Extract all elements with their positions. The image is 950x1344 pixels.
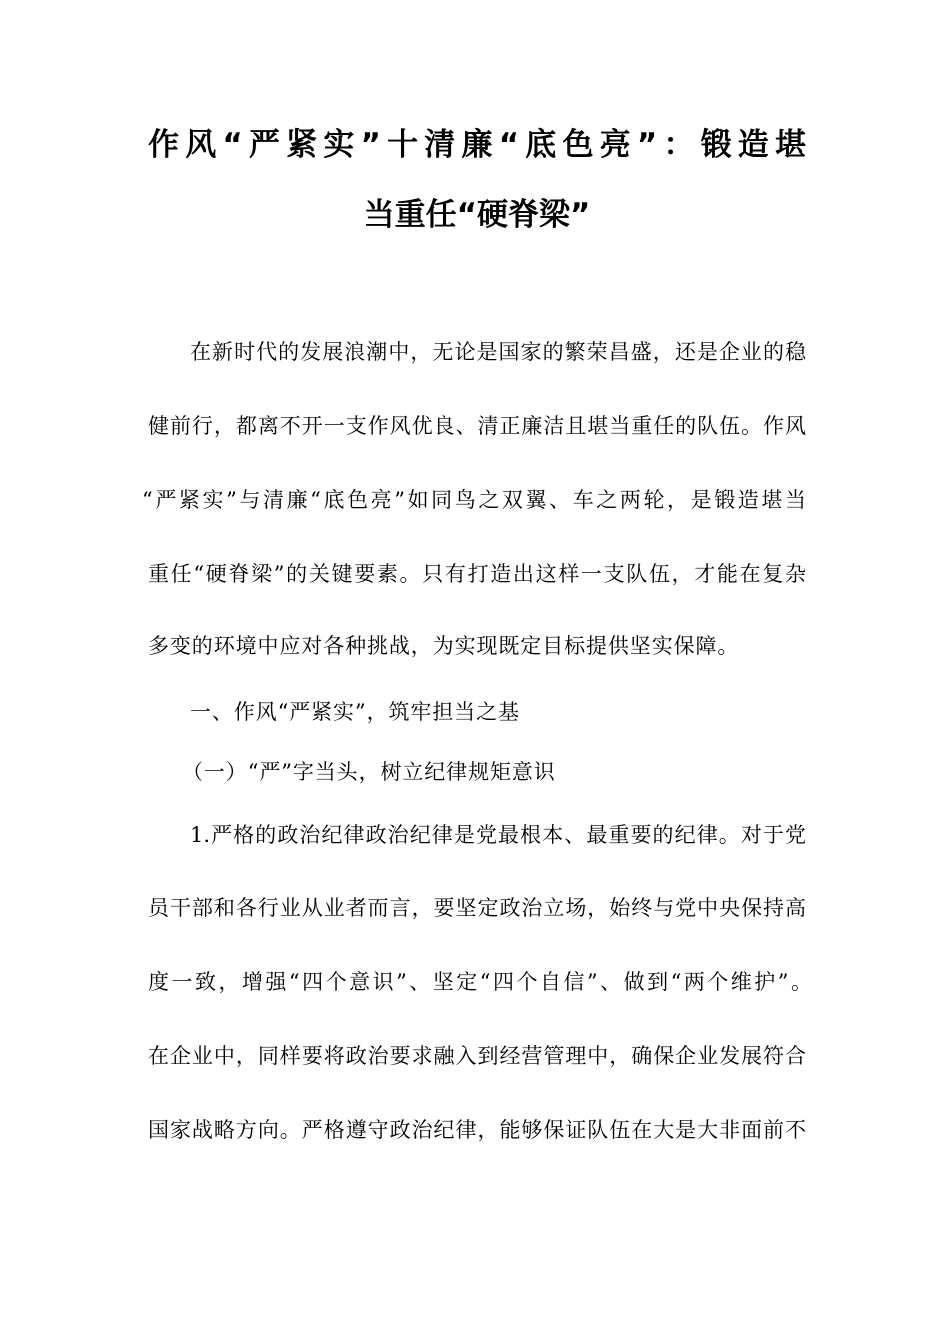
document-title-line-2: 当重任“硬脊梁” bbox=[363, 197, 591, 233]
intro-line: 多变的环境中应对各种挑战，为实现既定目标提供坚实保障。 bbox=[148, 634, 740, 658]
intro-line: 健前行，都离不开一支作风优良、清正廉洁且堪当重任的队伍。作风 bbox=[148, 414, 806, 438]
paragraph-line: 1.严格的政治纪律政治纪律是党最根本、最重要的纪律。对于党 bbox=[190, 823, 806, 847]
intro-line: 重任“硬脊梁”的关键要素。只有打造出这样一支队伍，才能在复杂 bbox=[148, 562, 806, 586]
paragraph-line: 员干部和各行业从业者而言，要坚定政治立场，始终与党中央保持高 bbox=[148, 896, 806, 920]
section-heading: 一、作风“严紧实”，筑牢担当之基 bbox=[190, 700, 520, 724]
paragraph-line: 度一致，增强“四个意识”、坚定“四个自信”、做到“两个维护”。 bbox=[148, 970, 812, 994]
paragraph-line: 国家战略方向。严格遵守政治纪律，能够保证队伍在大是大非面前不 bbox=[148, 1118, 806, 1142]
intro-line: 在新时代的发展浪潮中，无论是国家的繁荣昌盛，还是企业的稳 bbox=[190, 340, 806, 364]
intro-line: “严紧实”与清廉“底色亮”如同鸟之双翼、车之两轮，是锻造堪当 bbox=[142, 488, 806, 512]
paragraph-line: 在企业中，同样要将政治要求融入到经营管理中，确保企业发展符合 bbox=[148, 1044, 806, 1068]
section-subheading: （一）“严”字当头，树立纪律规矩意识 bbox=[182, 760, 556, 784]
document-title-line-1: 作风“严紧实”十清廉“底色亮”：锻造堪 bbox=[148, 127, 806, 163]
